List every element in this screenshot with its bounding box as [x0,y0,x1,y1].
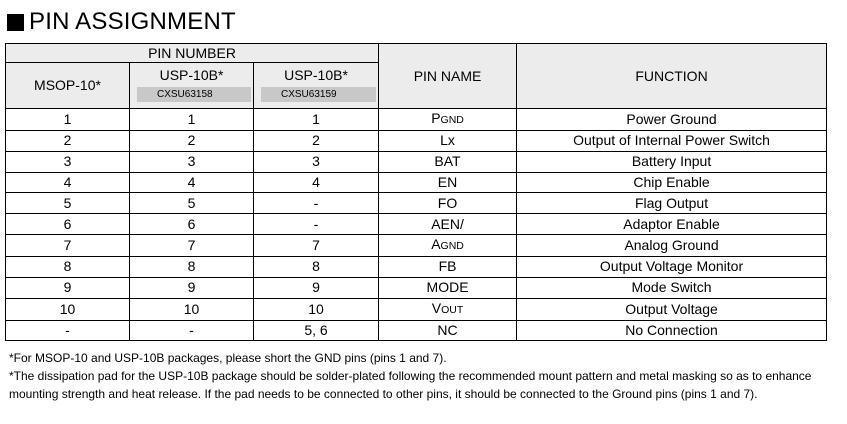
pin-name-cell [379,109,517,131]
function-cell: No Connection [517,320,827,341]
table-row [6,256,827,277]
footnote-1: *For MSOP-10 and USP-10B packages, please short the GND pins (pins 1 and 7). [9,351,447,365]
usp2-pin-cell: 9 [254,277,379,298]
pin-name-main: A [431,235,441,252]
usp1-pin-cell: - [130,320,254,341]
pin-assignment-table [5,43,827,341]
table-row [6,214,827,235]
page-title-text: PIN ASSIGNMENT [29,8,236,35]
table-row [6,234,827,256]
footnotes [9,349,829,403]
pin-name-smallcaps: GND [440,239,464,252]
pin-name-main: EN [437,173,458,190]
pin-name-cell [379,234,517,256]
function-cell: Output of Internal Power Switch [517,131,827,152]
usp1-pin-cell: 4 [130,172,254,193]
pin-name-main: MODE [426,279,469,296]
table-row [6,172,827,193]
usp2-pin-cell: 5, 6 [254,320,379,341]
pin-name-main: P [431,110,441,126]
pin-name-main: V [431,299,442,316]
table-row [6,277,827,298]
msop-pin-cell: 6 [6,214,130,235]
table-row [6,193,827,214]
usp1-pin-cell: 10 [130,298,254,320]
pin-name-main: BAT [434,153,461,170]
pin-name-main: FB [438,258,457,275]
pin-name-cell [379,214,517,235]
function-cell: Power Ground [517,109,827,131]
pin-name-cell [379,151,517,172]
usp1-pin-cell: 8 [130,256,254,277]
table-row [6,298,827,320]
table-row [6,151,827,172]
pin-name-cell [379,256,517,277]
function-cell: Mode Switch [517,277,827,298]
function-cell: Output Voltage Monitor [517,256,827,277]
usp1-pin-cell: 5 [130,193,254,214]
function-header: FUNCTION [517,44,827,109]
pin-name-smallcaps: GND [440,114,464,126]
msop-pin-cell: 10 [6,298,130,320]
usp1-pin-cell: 6 [130,214,254,235]
function-cell: Adaptor Enable [517,214,827,235]
msop-pin-cell: 2 [6,131,130,152]
pin-number-header: PIN NUMBER [6,44,379,63]
msop-pin-cell: 5 [6,193,130,214]
usp2-pin-cell: 4 [254,172,379,193]
msop-pin-cell: 1 [6,109,130,131]
usp1-pin-cell: 3 [130,151,254,172]
usp1-pin-cell: 9 [130,277,254,298]
usp2-header [254,63,379,109]
pin-name-cell [379,193,517,214]
table-row [6,109,827,131]
pin-name-cell [379,277,517,298]
usp2-pin-cell: 2 [254,131,379,152]
function-cell: Chip Enable [517,172,827,193]
usp1-pin-cell: 2 [130,131,254,152]
usp1-header [130,63,254,109]
pin-name-header: PIN NAME [379,44,517,109]
pin-name-main: NC [437,321,458,338]
page-title [7,6,236,38]
footnote-2: *The dissipation pad for the USP-10B package should be solder-plated following the recommended mount pattern and metal masking so as to enhance mounting strength and heat release. If the pad needs to be connected to other pins, it should be connected to the Ground pins (pins 1 and 7). [9,369,812,401]
msop-pin-cell: - [6,320,130,341]
pin-name-cell [379,172,517,193]
table-row [6,320,827,341]
usp1-pin-cell: 1 [130,109,254,131]
pin-name-smallcaps: OUT [441,303,464,316]
usp1-header-label: USP-10B* [159,67,224,83]
pin-name-cell [379,131,517,152]
msop-pin-cell: 8 [6,256,130,277]
function-cell: Flag Output [517,193,827,214]
msop-header: MSOP-10* [6,63,130,109]
msop-pin-cell: 7 [6,234,130,256]
function-cell: Battery Input [517,151,827,172]
msop-pin-cell: 3 [6,151,130,172]
function-cell: Analog Ground [517,234,827,256]
usp1-pin-cell: 7 [130,234,254,256]
usp2-code: CXSU63159 [261,87,376,102]
usp2-pin-cell: 1 [254,109,379,131]
usp2-pin-cell: 3 [254,151,379,172]
usp2-header-label: USP-10B* [284,67,348,83]
msop-pin-cell: 9 [6,277,130,298]
pin-name-main: Lx [440,132,455,149]
black-square-icon [7,14,24,31]
pin-name-cell [379,298,517,320]
usp2-pin-cell: - [254,214,379,235]
msop-pin-cell: 4 [6,172,130,193]
table-row [6,131,827,152]
usp2-pin-cell: 8 [254,256,379,277]
pin-name-cell [379,320,517,341]
usp2-pin-cell: 7 [254,234,379,256]
usp2-pin-cell: 10 [254,298,379,320]
usp2-pin-cell: - [254,193,379,214]
pin-name-main: FO [437,194,458,211]
function-cell: Output Voltage [517,298,827,320]
pin-name-main: AEN/ [431,215,464,232]
usp1-code: CXSU63158 [137,87,251,102]
